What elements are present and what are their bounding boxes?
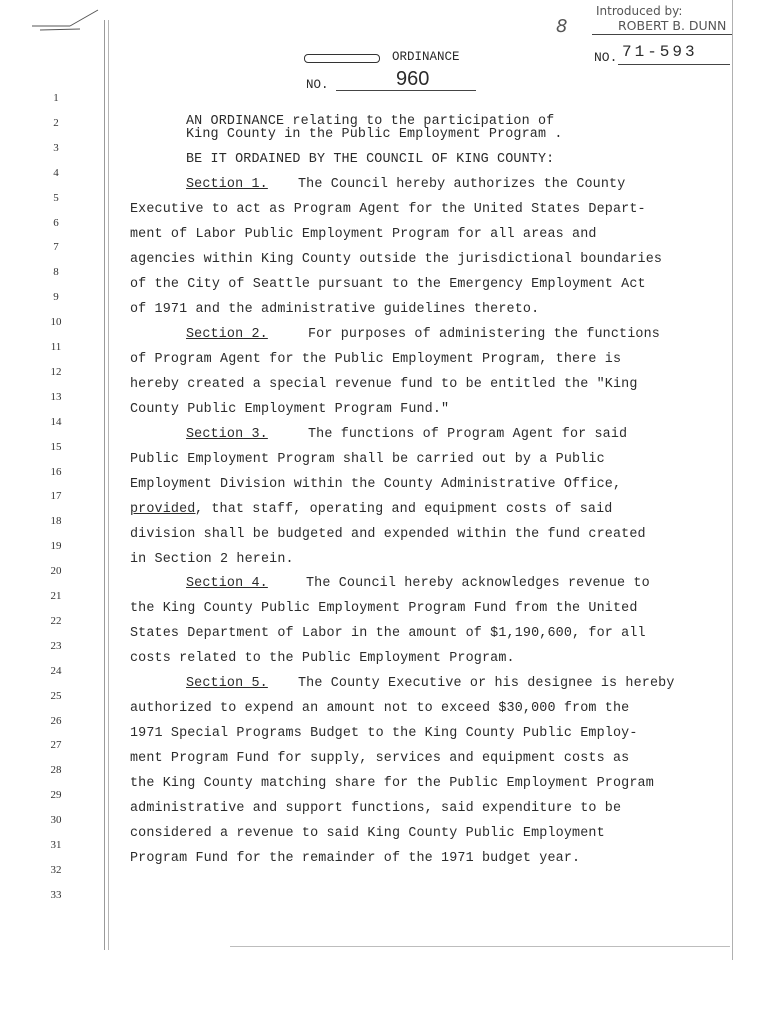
title-line-2: King County in the Public Employment Program . (186, 127, 563, 142)
line-number: 32 (50, 863, 62, 876)
section-4-line: States Department of Labor in the amount of $1,190,600, for all (130, 626, 646, 641)
line-number: 20 (50, 565, 62, 578)
section-1-line: The Council hereby authorizes the County (298, 177, 626, 192)
section-3-line: Public Employment Program shall be carried out by a Public (130, 452, 605, 467)
line-number: 12 (50, 365, 62, 378)
line-number: 29 (50, 789, 62, 802)
line-number: 5 (53, 191, 59, 204)
line-number: 3 (53, 141, 59, 154)
section-2-line: County Public Employment Program Fund." (130, 402, 450, 417)
section-1-line: Executive to act as Program Agent for the United States Depart- (130, 202, 646, 217)
number-label: NO. (594, 50, 618, 65)
section-3-line: Employment Division within the County Administrative Office, (130, 477, 622, 492)
section-3-heading: Section 3. (186, 427, 268, 442)
section-5-line: considered a revenue to said King County Public Employment (130, 826, 605, 841)
title-line-1: AN ORDINANCE relating to the participation of (186, 114, 555, 129)
line-number: 13 (50, 390, 62, 403)
line-number: 27 (50, 739, 62, 752)
section-5-line: Program Fund for the remainder of the 1971 budget year. (130, 851, 581, 866)
line-number: 23 (50, 639, 62, 652)
section-2-line: of Program Agent for the Public Employment Program, there is (130, 352, 622, 367)
line-number: 1 (53, 92, 59, 104)
line-number: 26 (50, 714, 62, 727)
section-5-heading: Section 5. (186, 676, 268, 691)
page-mark: 8 (556, 16, 568, 37)
number-underline (618, 64, 730, 65)
section-3-line: The functions of Program Agent for said (308, 427, 628, 442)
bottom-rule (230, 946, 730, 947)
section-1-line: ment of Labor Public Employment Program for all areas and (130, 227, 597, 242)
section-3-line: , that staff, operating and equipment costs of said (195, 502, 613, 517)
introduced-by-label: Introduced by: (596, 4, 683, 18)
line-number: 14 (50, 415, 62, 428)
line-number: 21 (50, 590, 62, 602)
line-number: 11 (50, 341, 62, 353)
line-number: 18 (50, 515, 62, 528)
section-4-heading: Section 4. (186, 576, 268, 591)
line-number: 19 (50, 540, 62, 553)
section-5-line: The County Executive or his designee is hereby (298, 676, 675, 691)
line-number: 31 (50, 839, 62, 851)
section-5-line: authorized to expend an amount not to exceed $30,000 from the (130, 701, 630, 716)
section-4-line: costs related to the Public Employment Program. (130, 651, 515, 666)
provided-word: provided (130, 502, 196, 517)
introduced-by-name: ROBERT B. DUNN (618, 18, 727, 33)
section-3-line: in Section 2 herein. (130, 552, 294, 567)
line-number: 6 (53, 216, 59, 229)
pen-mark-icon (30, 6, 100, 36)
section-1-heading: Section 1. (186, 177, 268, 192)
section-2-line: hereby created a special revenue fund to be entitled the "King (130, 377, 638, 392)
line-number: 4 (53, 166, 59, 179)
line-number: 24 (50, 664, 62, 677)
line-number: 9 (53, 291, 59, 304)
line-number: 17 (50, 490, 62, 503)
redaction-bar (304, 54, 380, 63)
right-margin-rule (732, 0, 733, 960)
ordinance-no-underline (336, 90, 476, 91)
line-number: 22 (50, 614, 62, 627)
ordinance-no-label: NO. (306, 78, 329, 92)
line-number: 16 (50, 465, 62, 478)
line-number: 30 (50, 814, 62, 827)
line-number: 15 (50, 440, 62, 453)
section-5-line: administrative and support functions, said expenditure to be (130, 801, 622, 816)
number-value: 71-593 (622, 43, 698, 61)
section-4-line: The Council hereby acknowledges revenue to (306, 576, 650, 591)
section-1-line: agencies within King County outside the jurisdictional boundaries (130, 252, 663, 267)
left-margin-rule-inner (108, 20, 109, 950)
ordinance-no-value: 960 (396, 68, 430, 90)
line-number: 28 (50, 764, 62, 777)
section-5-line: the King County matching share for the Public Employment Program (130, 776, 654, 791)
line-number: 33 (50, 888, 62, 901)
left-margin-rule (104, 20, 105, 950)
section-4-line: the King County Public Employment Program Fund from the United (130, 601, 638, 616)
section-5-line: ment Program Fund for supply, services and equipment costs as (130, 751, 630, 766)
section-3-line: division shall be budgeted and expended within the fund created (130, 527, 646, 542)
section-2-line: For purposes of administering the functions (308, 327, 660, 342)
section-2-heading: Section 2. (186, 327, 268, 342)
line-number: 10 (50, 316, 62, 329)
line-number: 2 (53, 116, 59, 129)
introduced-underline (592, 34, 732, 35)
line-number: 8 (53, 266, 59, 279)
section-1-line: of the City of Seattle pursuant to the Emergency Employment Act (130, 277, 646, 292)
section-1-line: of 1971 and the administrative guidelines thereto. (130, 302, 540, 317)
enacting-clause: BE IT ORDAINED BY THE COUNCIL OF KING COUNTY: (186, 152, 555, 167)
section-5-line: 1971 Special Programs Budget to the King County Public Employ- (130, 726, 638, 741)
ordinance-label: ORDINANCE (392, 50, 460, 64)
line-number: 25 (50, 689, 62, 702)
line-number: 7 (53, 241, 59, 254)
